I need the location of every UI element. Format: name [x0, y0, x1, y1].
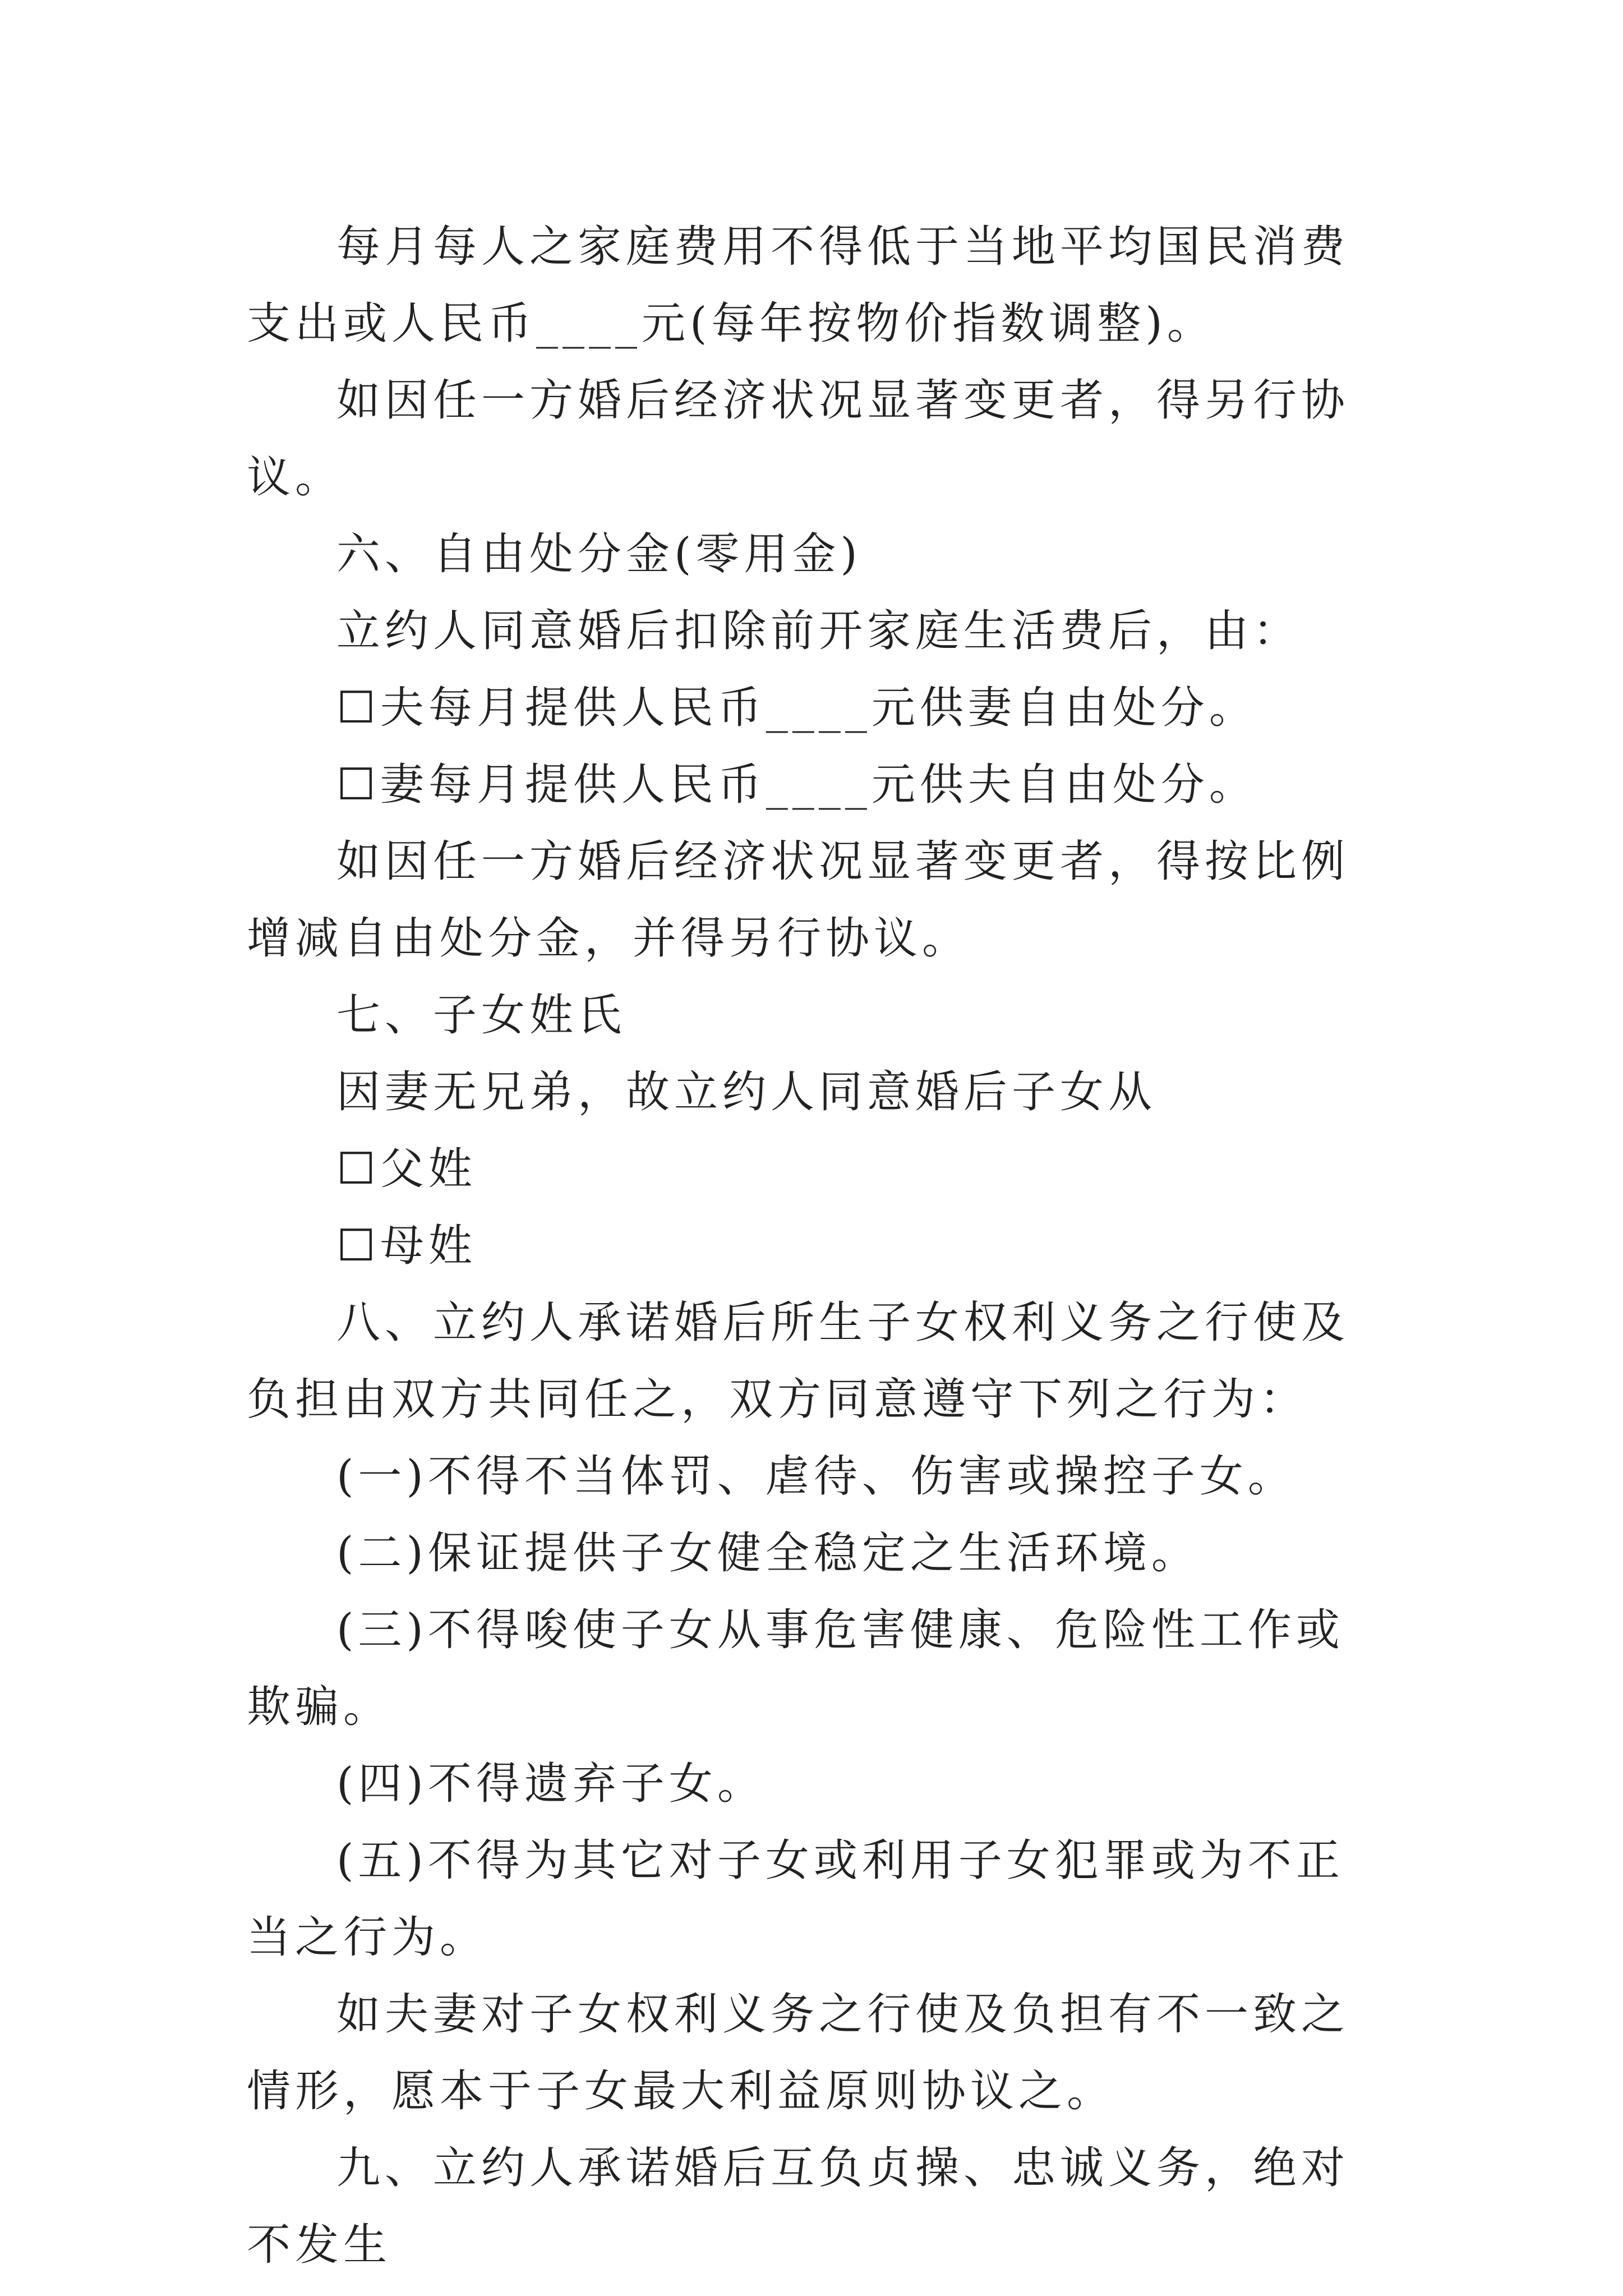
paragraph-household-expense: 每月每人之家庭费用不得低于当地平均国民消费支出或人民币____元(每年按物价指数调整)。	[247, 222, 1350, 349]
paragraph-renegotiation: 如因任一方婚后经济状况显著变更者，得另行协议。	[247, 375, 1350, 503]
section-heading-allowance: 六、自由处分金(零用金)	[336, 529, 862, 579]
paragraph-allowance-intro: 立约人同意婚后扣除前开家庭生活费后，由：	[336, 606, 1302, 656]
section-heading-child-rights: 八、立约人承诺婚后所生子女权利义务之行使及负担由双方共同任之，双方同意遵守下列之行为：	[247, 1297, 1350, 1425]
checkbox-option-father-surname: ☐父姓	[336, 1144, 477, 1194]
paragraph-surname-intro: 因妻无兄弟，故立约人同意婚后子女从	[336, 1067, 1157, 1117]
list-item-no-abuse: (一)不得不当体罚、虐待、伤害或操控子女。	[336, 1451, 1296, 1502]
section-heading-fidelity: 九、立约人承诺婚后互负贞操、忠诚义务，绝对不发生	[247, 2143, 1350, 2270]
list-item-no-abandonment: (四)不得遗弃子女。	[336, 1759, 766, 1809]
paragraph-allowance-adjustment: 如因任一方婚后经济状况显著变更者，得按比例增减自由处分金，并得另行协议。	[247, 836, 1350, 964]
checkbox-option-mother-surname: ☐母姓	[336, 1221, 477, 1271]
section-heading-surname: 七、子女姓氏	[336, 990, 626, 1041]
paragraph-best-interest: 如夫妻对子女权利义务之行使及负担有不一致之情形，愿本于子女最大利益原则协议之。	[247, 1989, 1350, 2116]
list-item-no-dangerous-work: (三)不得唆使子女从事危害健康、危险性工作或欺骗。	[247, 1605, 1344, 1732]
list-item-no-misconduct: (五)不得为其它对子女或利用子女犯罪或为不正当之行为。	[247, 1835, 1344, 1963]
checkbox-option-wife-provides: ☐妻每月提供人民币____元供夫自由处分。	[336, 760, 1257, 810]
document-body	[247, 209, 1391, 2284]
checkbox-option-husband-provides: ☐夫每月提供人民币____元供妻自由处分。	[336, 683, 1257, 733]
list-item-stable-environment: (二)保证提供子女健全稳定之生活环境。	[336, 1528, 1200, 1579]
